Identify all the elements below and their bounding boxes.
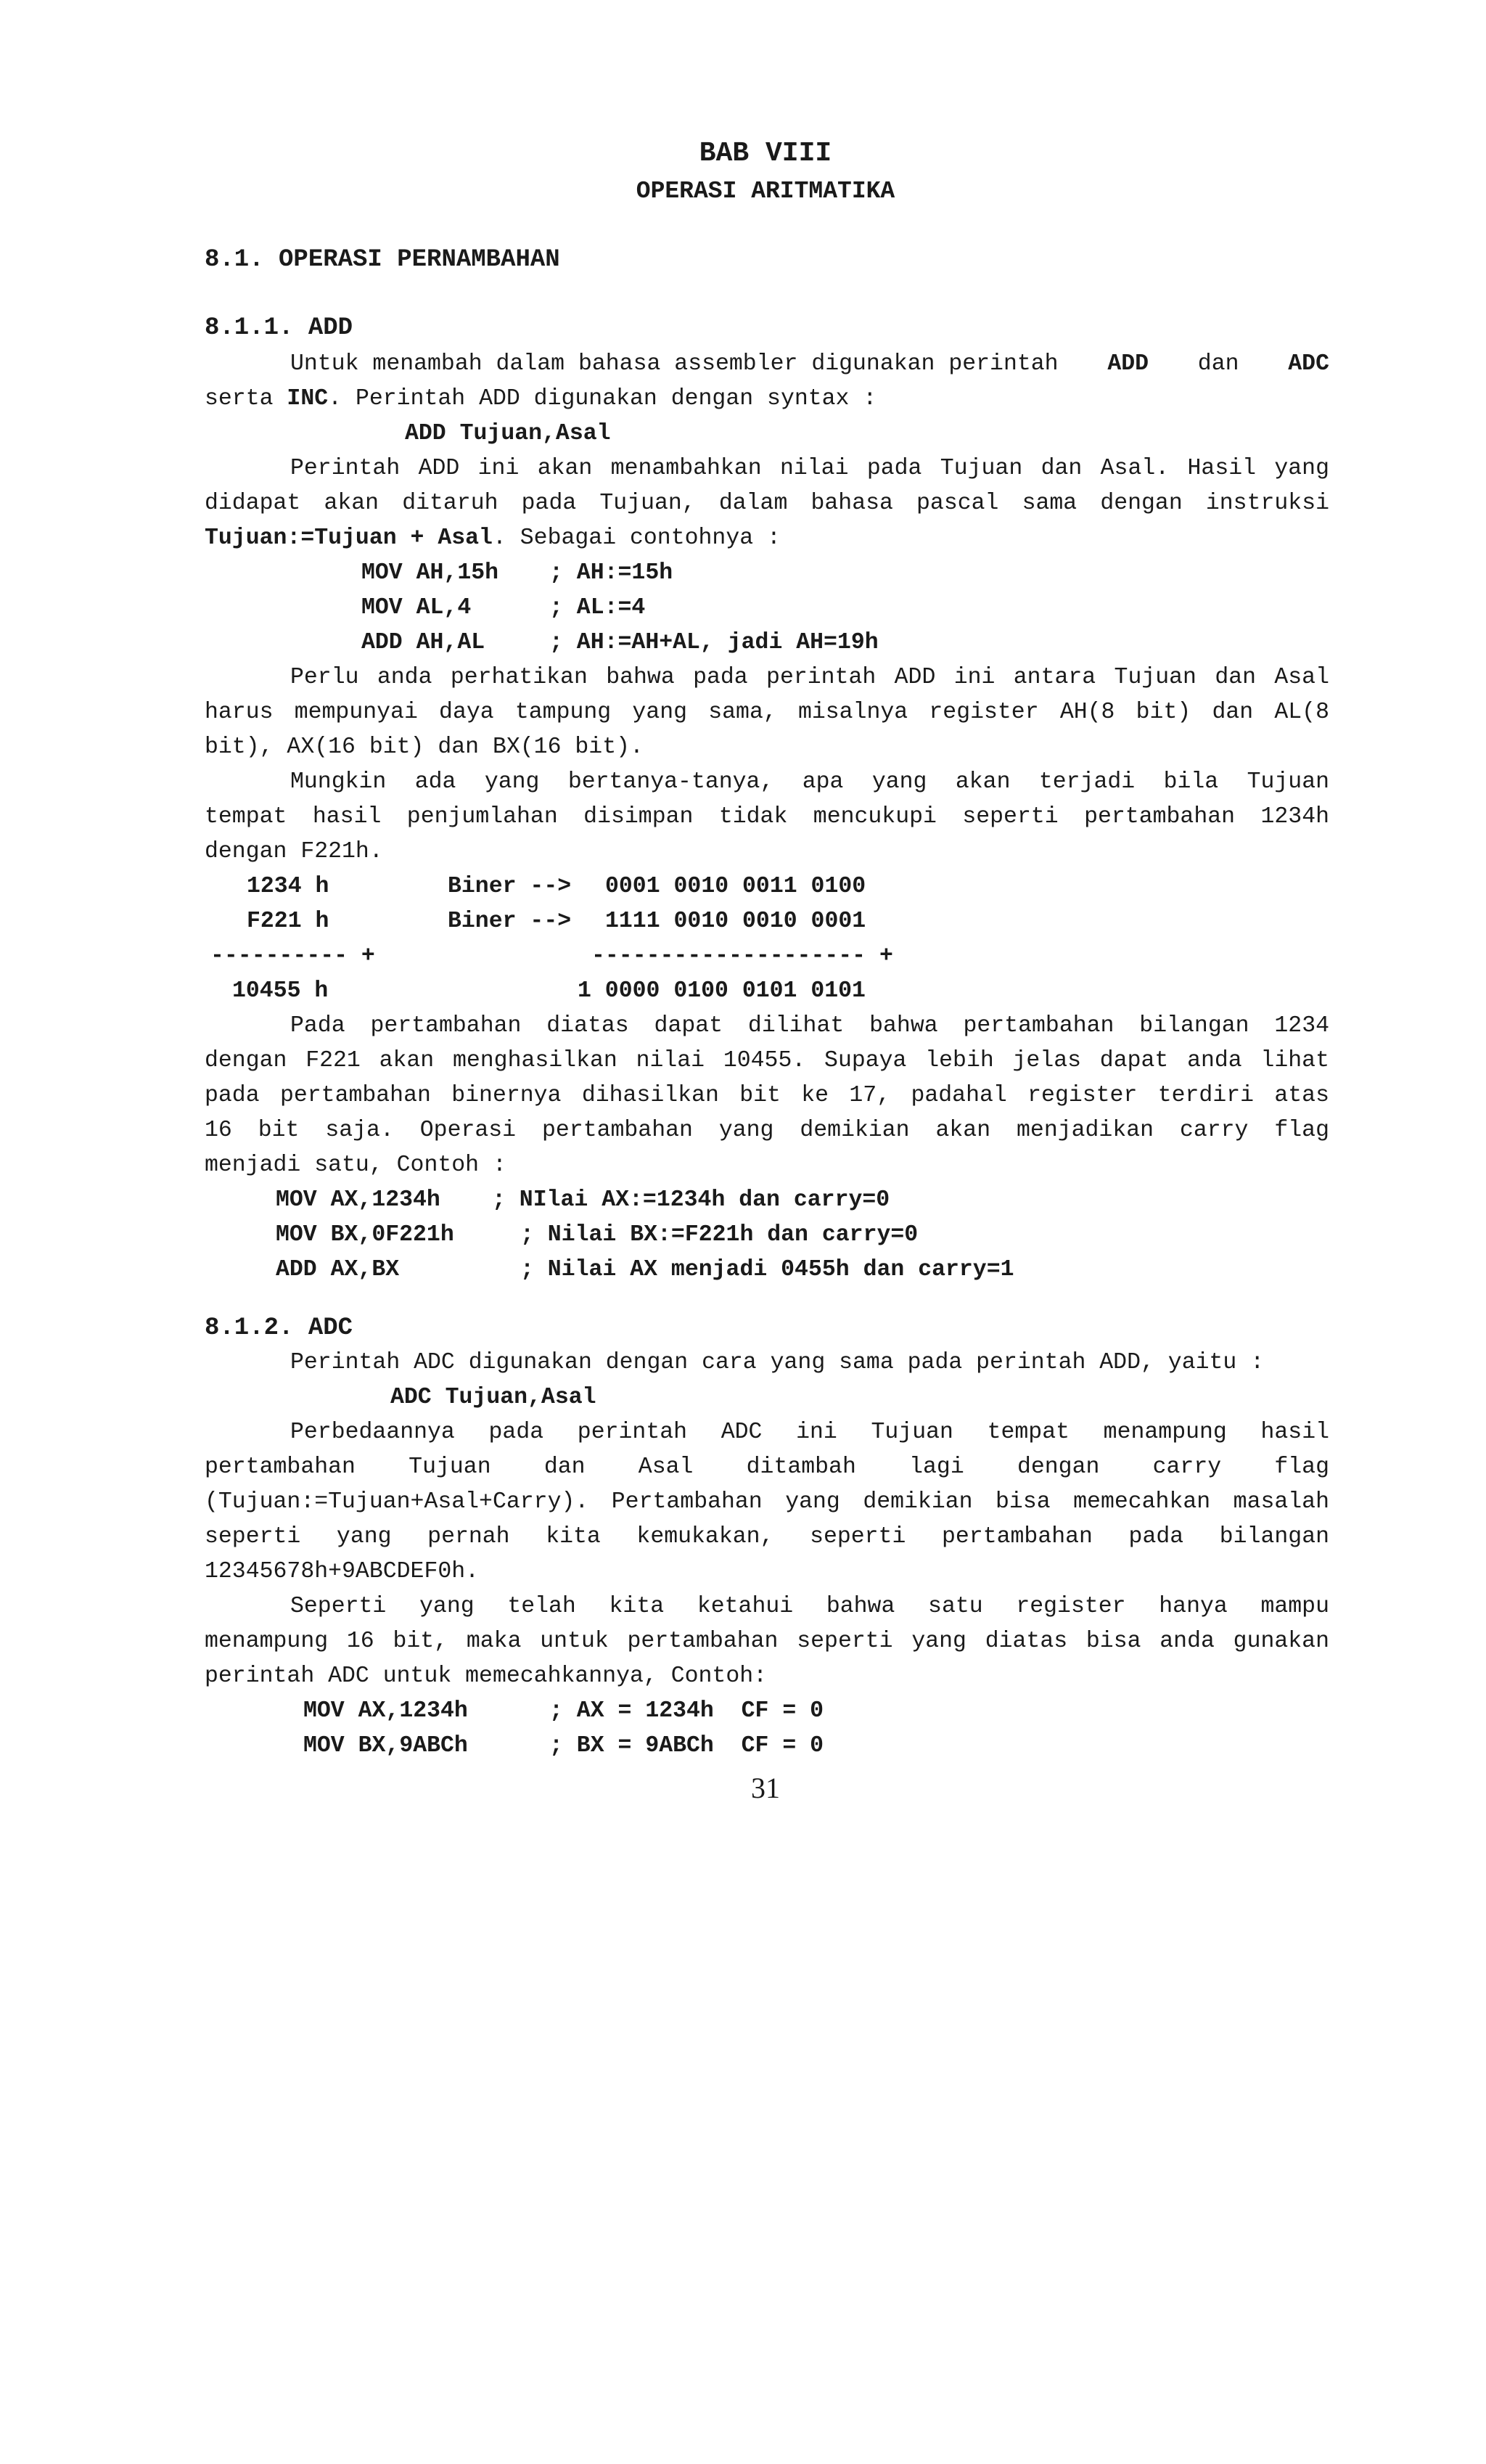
paragraph-line bbox=[205, 1520, 1329, 1555]
sum-row1-label: Biner --> bbox=[448, 874, 572, 899]
text-run: pada pertambahan binernya dihasilkan bit ke 17, padahal register terdiri atas bbox=[205, 1083, 1329, 1108]
paragraph-line: perintah ADC untuk memecahkannya, Contoh: bbox=[205, 1663, 768, 1689]
paragraph-line: Perintah ADC digunakan dengan cara yang sama pada perintah ADD, yaitu : bbox=[290, 1350, 1265, 1375]
page-number: 31 bbox=[751, 1772, 780, 1804]
text-run: seperti yang pernah kita kemukakan, seperti pertambahan pada bilangan bbox=[205, 1524, 1329, 1550]
paragraph-line bbox=[290, 765, 1329, 800]
code-instruction: ADD AX,BX bbox=[276, 1257, 400, 1282]
text-run: harus mempunyai daya tampung yang sama, misalnya register AH(8 bit) dan AL(8 bbox=[205, 700, 1329, 725]
text-run: 16 bit saja. Operasi pertambahan yang demikian akan menjadikan carry flag bbox=[205, 1118, 1329, 1143]
code-instruction: MOV BX,9ABCh bbox=[303, 1733, 468, 1759]
paragraph-line bbox=[290, 1009, 1329, 1044]
code-comment: ; BX = 9ABCh CF = 0 bbox=[549, 1733, 824, 1759]
expression: Tujuan:=Tujuan + Asal bbox=[205, 525, 493, 551]
syntax-add: ADD Tujuan,Asal bbox=[405, 421, 611, 446]
keyword-inc: INC bbox=[287, 386, 329, 412]
text-run: (Tujuan:=Tujuan+Asal+Carry). Pertambahan yang demikian bisa memecahkan masalah bbox=[205, 1489, 1329, 1515]
code-comment: ; Nilai AX menjadi 0455h dan carry=1 bbox=[520, 1257, 1014, 1282]
code-comment: ; NIlai AX:=1234h dan carry=0 bbox=[492, 1187, 890, 1213]
paragraph-line bbox=[290, 347, 1329, 382]
sum-row2-hex: F221 h bbox=[247, 909, 329, 934]
text-run: Untuk menambah dalam bahasa assembler digunakan perintah bbox=[290, 351, 1059, 377]
paragraph-line bbox=[205, 1044, 1329, 1078]
code-instruction: MOV AX,1234h bbox=[303, 1698, 468, 1724]
code-comment: ; Nilai BX:=F221h dan carry=0 bbox=[520, 1222, 919, 1248]
sum-rule-left: ---------- + bbox=[210, 944, 375, 969]
sum-row2-binary: 1111 0010 0010 0001 bbox=[605, 909, 866, 934]
code-instruction: MOV AL,4 bbox=[361, 595, 472, 621]
chapter-title: BAB VIII bbox=[699, 138, 832, 169]
text-run: Mungkin ada yang bertanya-tanya, apa yang akan terjadi bila Tujuan bbox=[290, 769, 1329, 795]
paragraph-line bbox=[205, 1485, 1329, 1520]
text-run: menampung 16 bit, maka untuk pertambahan seperti yang diatas bisa anda gunakan bbox=[205, 1629, 1329, 1654]
code-instruction: MOV BX,0F221h bbox=[276, 1222, 454, 1248]
sum-result-hex: 10455 h bbox=[232, 978, 329, 1004]
section-heading-8-1: 8.1. OPERASI PERNAMBAHAN bbox=[205, 246, 560, 274]
section-heading-8-1-2: 8.1.2. ADC bbox=[205, 1314, 353, 1342]
paragraph-line bbox=[205, 521, 781, 556]
sum-row1-hex: 1234 h bbox=[247, 874, 329, 899]
paragraph-line bbox=[290, 451, 1329, 486]
paragraph-line bbox=[205, 486, 1329, 521]
paragraph-line bbox=[205, 1450, 1329, 1485]
paragraph-line: dengan F221h. bbox=[205, 839, 383, 864]
paragraph-line bbox=[205, 695, 1329, 730]
text-run: dengan F221 akan menghasilkan nilai 10455. Supaya lebih jelas dapat anda lihat bbox=[205, 1048, 1329, 1073]
text-run: . Sebagai contohnya : bbox=[492, 525, 781, 551]
section-heading-8-1-1: 8.1.1. ADD bbox=[205, 314, 353, 342]
keyword-add: ADD bbox=[1107, 351, 1149, 377]
text-run: tempat hasil penjumlahan disimpan tidak mencukupi seperti pertambahan 1234h bbox=[205, 804, 1329, 830]
chapter-subtitle: OPERASI ARITMATIKA bbox=[636, 178, 895, 205]
sum-row2-label: Biner --> bbox=[448, 909, 572, 934]
text-run: pertambahan Tujuan dan Asal ditambah lagi dengan carry flag bbox=[205, 1454, 1329, 1480]
code-instruction: MOV AH,15h bbox=[361, 560, 499, 586]
text-run: Seperti yang telah kita ketahui bahwa satu register hanya mampu bbox=[290, 1594, 1329, 1619]
sum-row1-binary: 0001 0010 0011 0100 bbox=[605, 874, 866, 899]
text-run: serta bbox=[205, 386, 274, 412]
paragraph-line bbox=[205, 800, 1329, 835]
text-run: Perintah ADD ini akan menambahkan nilai pada Tujuan dan Asal. Hasil yang bbox=[290, 456, 1329, 481]
text-run: Perbedaannya pada perintah ADC ini Tujuan tempat menampung hasil bbox=[290, 1420, 1329, 1445]
paragraph-line: menjadi satu, Contoh : bbox=[205, 1153, 506, 1178]
text-run: . Perintah ADD digunakan dengan syntax : bbox=[328, 386, 877, 412]
paragraph-line: 12345678h+9ABCDEF0h. bbox=[205, 1559, 480, 1584]
code-comment: ; AX = 1234h CF = 0 bbox=[549, 1698, 824, 1724]
code-comment: ; AL:=4 bbox=[549, 595, 646, 621]
paragraph-line bbox=[205, 1078, 1329, 1113]
paragraph-line bbox=[290, 660, 1329, 695]
paragraph-line bbox=[205, 1624, 1329, 1659]
text-run: Pada pertambahan diatas dapat dilihat bahwa pertambahan bilangan 1234 bbox=[290, 1013, 1329, 1039]
paragraph-line bbox=[290, 1589, 1329, 1624]
keyword-adc: ADC bbox=[1288, 351, 1329, 377]
code-comment: ; AH:=AH+AL, jadi AH=19h bbox=[549, 630, 879, 655]
sum-rule-right: -------------------- + bbox=[591, 944, 893, 969]
text-run: Perlu anda perhatikan bahwa pada perintah ADD ini antara Tujuan dan Asal bbox=[290, 665, 1329, 690]
sum-result-binary: 1 0000 0100 0101 0101 bbox=[578, 978, 866, 1004]
text-run: didapat akan ditaruh pada Tujuan, dalam bahasa pascal sama dengan instruksi bbox=[205, 491, 1329, 516]
text-run: dan bbox=[1197, 351, 1239, 377]
syntax-adc: ADC Tujuan,Asal bbox=[390, 1385, 596, 1410]
code-instruction: MOV AX,1234h bbox=[276, 1187, 440, 1213]
code-instruction: ADD AH,AL bbox=[361, 630, 485, 655]
paragraph-line bbox=[205, 1113, 1329, 1148]
paragraph-line bbox=[205, 382, 877, 417]
paragraph-line: bit), AX(16 bit) dan BX(16 bit). bbox=[205, 734, 644, 760]
code-comment: ; AH:=15h bbox=[549, 560, 673, 586]
paragraph-line bbox=[290, 1415, 1329, 1450]
